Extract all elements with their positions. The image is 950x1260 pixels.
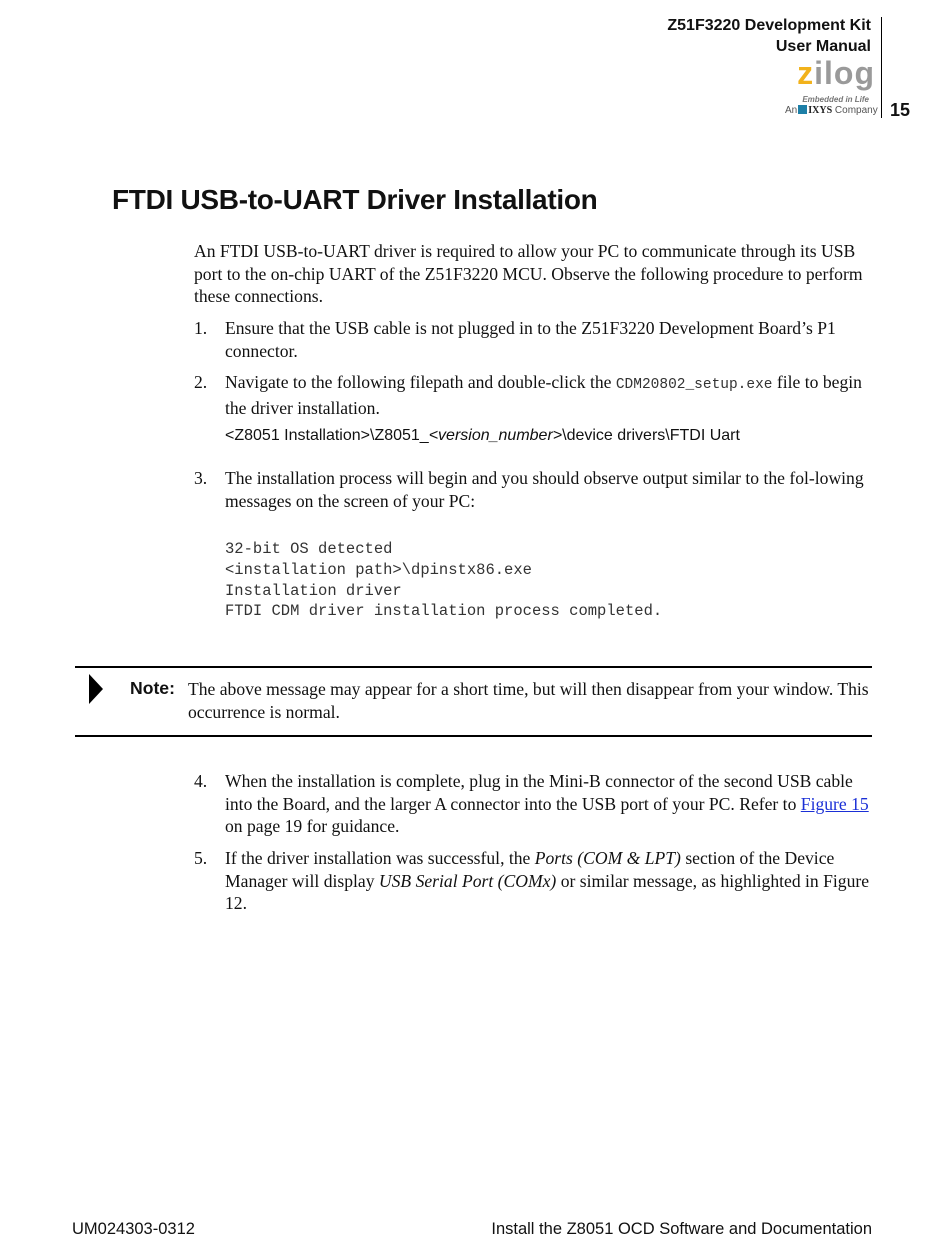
filepath-part: <Z8051 Installation>\Z8051_ xyxy=(225,427,429,444)
logo-wordmark xyxy=(785,54,875,92)
console-output xyxy=(225,539,662,622)
step-text: The installation process will begin and you should observe output similar to the fol-lowing messages on the screen of your PC: xyxy=(225,468,864,511)
filepath-variable: <version_number> xyxy=(428,427,563,444)
step-3 xyxy=(194,467,874,512)
ixys-company-mark xyxy=(785,105,878,116)
figure-15-link[interactable]: Figure 15 xyxy=(800,793,869,814)
usb-serial-port-name: USB Serial Port (COMx) xyxy=(378,870,557,891)
step-text xyxy=(225,770,874,838)
ixys-square-icon xyxy=(798,105,807,114)
console-line: <installation path>\dpinstx86.exe xyxy=(225,560,532,579)
step-text-part: When the installation is complete, plug in the Mini-B connector of the second USB cable into the Board, and the larger A connector into the USB port of your PC. Refer to xyxy=(225,771,853,814)
setup-filename: CDM20802_setup.exe xyxy=(615,377,773,393)
footer-chapter-title: Install the Z8051 OCD Software and Documentation xyxy=(491,1220,872,1238)
step-5 xyxy=(194,847,874,915)
ixys-suffix: Company xyxy=(834,105,878,116)
step-number: 5. xyxy=(194,848,208,868)
console-line: 32-bit OS detected xyxy=(225,540,393,558)
ixys-name: IXYS xyxy=(808,105,833,116)
step-text-part: or similar message, as highlighted in Figure 12. xyxy=(225,870,870,913)
step-text xyxy=(225,371,874,419)
header-divider xyxy=(881,17,882,118)
footer-doc-id: UM024303-0312 xyxy=(72,1220,195,1238)
console-line: FTDI CDM driver installation process completed. xyxy=(225,602,663,621)
step-text-part: section of the Device Manager will display xyxy=(225,848,835,891)
console-line: Installation driver xyxy=(225,581,402,600)
logo-wordmark-rest: ilog xyxy=(814,55,875,91)
ixys-prefix: An xyxy=(785,105,798,116)
document-title xyxy=(471,15,871,57)
page-number: 15 xyxy=(890,100,911,120)
step-text xyxy=(225,847,874,915)
doc-title-line2: User Manual xyxy=(775,38,871,55)
step-number: 3. xyxy=(194,468,208,488)
step-text-part: If the driver installation was successful, the xyxy=(225,848,531,868)
ports-section-name: Ports (COM & LPT) xyxy=(534,848,681,868)
note-label: Note: xyxy=(130,678,175,698)
step-2 xyxy=(194,371,874,419)
step-4 xyxy=(194,770,874,838)
step-text: Ensure that the USB cable is not plugged in to the Z51F3220 Development Board’s P1 connector. xyxy=(225,318,836,361)
step-number: 1. xyxy=(194,318,208,338)
doc-title-line1: Z51F3220 Development Kit xyxy=(667,17,871,34)
step-number: 4. xyxy=(194,771,208,791)
intro-paragraph: An FTDI USB-to-UART driver is required to allow your PC to communicate through its USB port to the on-chip UART of the Z51F3220 MCU. Observe the following procedure to perform these connections. xyxy=(194,241,863,306)
note-bottom-rule xyxy=(75,735,872,737)
section-title: FTDI USB-to-UART Driver Installation xyxy=(112,184,598,215)
step-1 xyxy=(194,317,874,362)
step-text-part: file to begin the driver installation. xyxy=(225,372,862,418)
step-text-part: on page 19 for guidance. xyxy=(225,816,400,836)
filepath-part: \device drivers\FTDI Uart xyxy=(562,427,740,444)
note-arrow-icon xyxy=(89,674,103,704)
note-text: The above message may appear for a short time, but will then disappear from your window. This occurrence is normal. xyxy=(188,679,869,722)
note-top-rule xyxy=(75,666,872,668)
logo-tagline: Embedded in Life xyxy=(802,95,869,104)
zilog-logo xyxy=(783,55,878,120)
step-number: 2. xyxy=(194,372,208,392)
logo-wordmark-accent: z xyxy=(797,55,815,91)
install-filepath xyxy=(225,427,740,445)
step-text-part: Navigate to the following filepath and double-click the xyxy=(225,372,612,392)
